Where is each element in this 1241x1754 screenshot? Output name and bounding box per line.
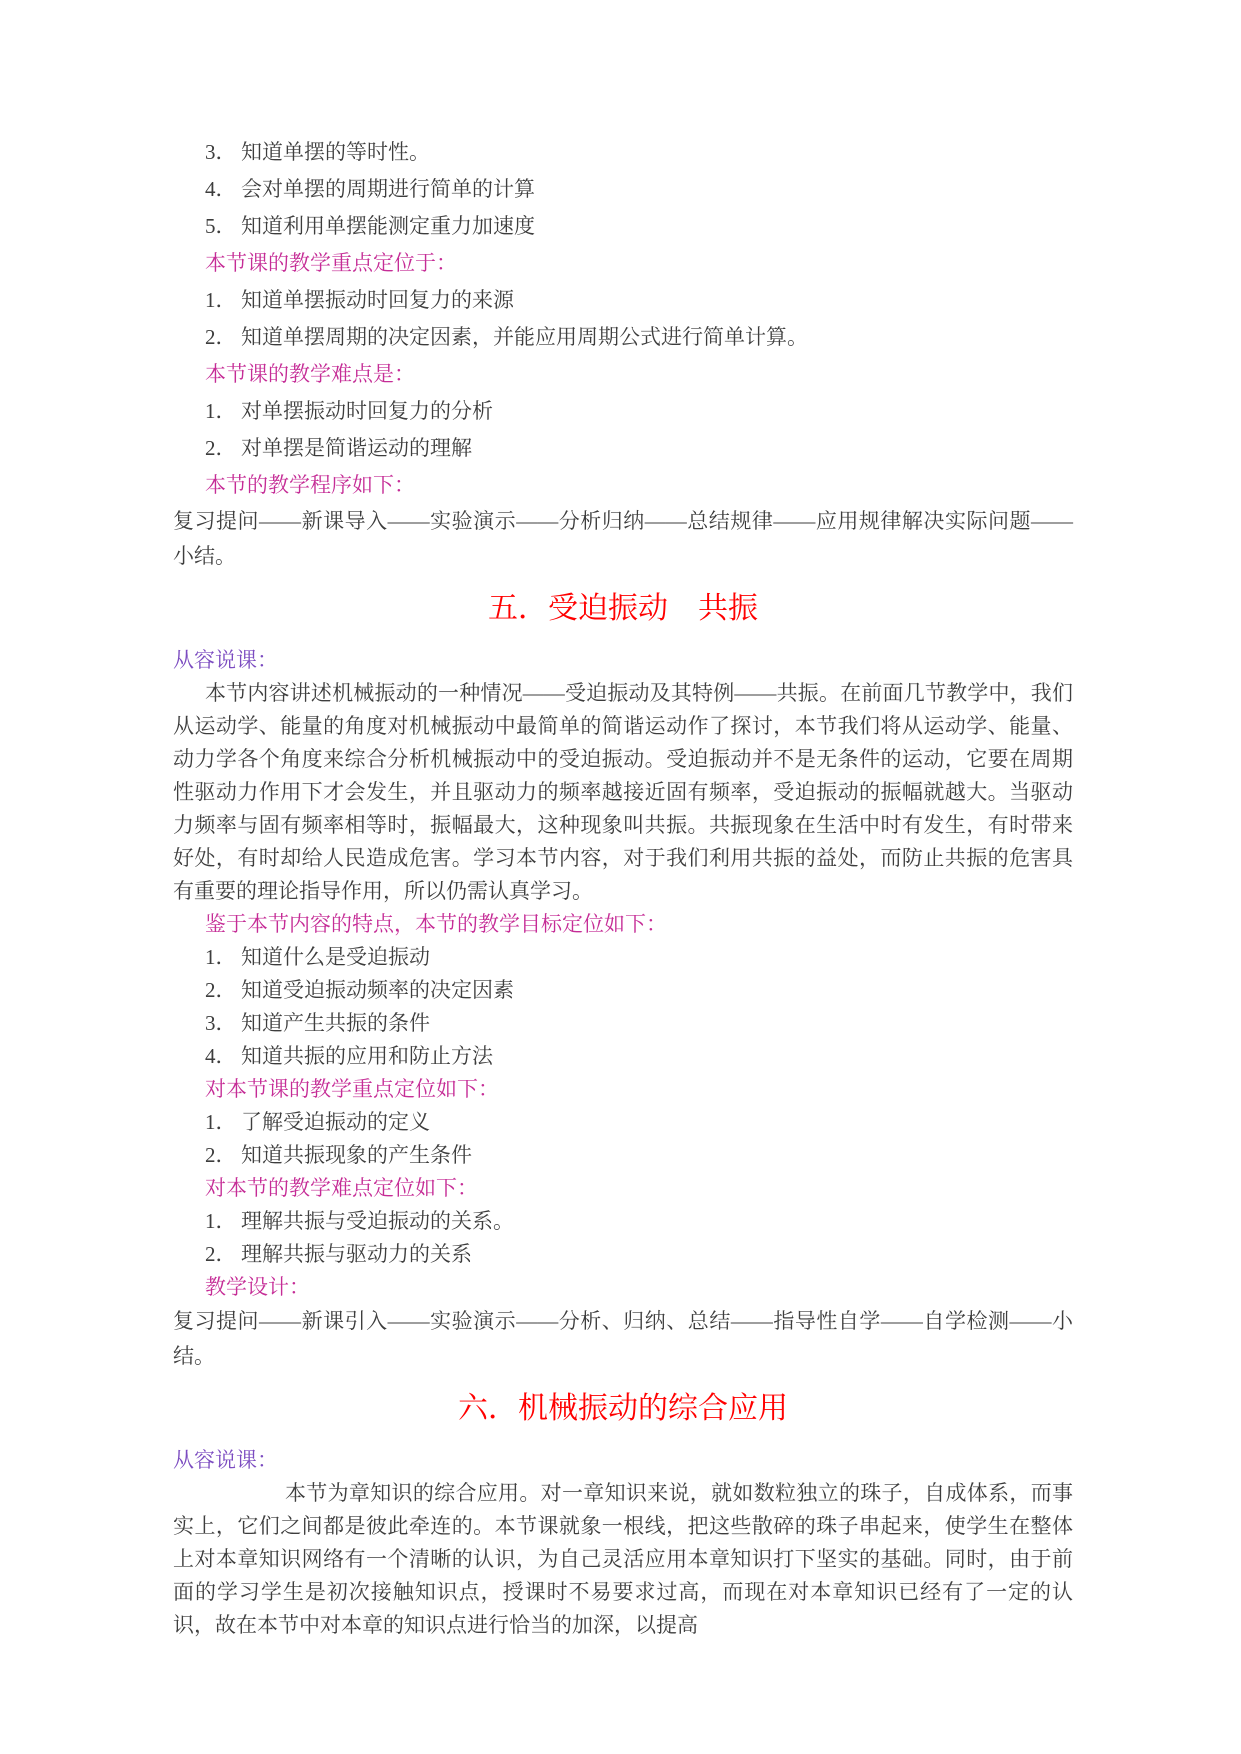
list-item [173, 430, 1073, 467]
list-item [173, 393, 1073, 430]
list-item [173, 1139, 1073, 1172]
list-number: 1． [205, 1110, 237, 1134]
list-text: 知道单摆振动时回复力的来源 [241, 288, 514, 312]
teaching-focus-heading: 对本节课的教学重点定位如下： [205, 1077, 499, 1101]
section6-intro-paragraph: 本节为章知识的综合应用。对一章知识来说，就如数粒独立的珠子，自成体系，而事实上，它们之间都是彼此牵连的。本节课就象一根线，把这些散碎的珠子串起来，使学生在整体上对本章知识网络有一个清晰的认识，为自己灵活应用本章知识打下坚实的基础。同时，由于前面的学习学生是初次接触知识点，授课时不易要求过高，而现在对本章知识已经有了一定的认识，故在本节中对本章的知识点进行恰当的加深，以提高 [173, 1481, 1073, 1637]
list-text: 会对单摆的周期进行简单的计算 [241, 177, 535, 201]
list-number: 1． [205, 1209, 237, 1233]
list-item [173, 941, 1073, 974]
list-item [173, 208, 1073, 245]
teaching-focus-heading: 本节课的教学重点定位于： [205, 251, 457, 275]
list-number: 1． [205, 945, 237, 969]
lecture-label: 从容说课： [173, 648, 278, 672]
list-text: 理解共振与受迫振动的关系。 [241, 1209, 514, 1233]
list-item [173, 974, 1073, 1007]
teaching-difficulty-heading: 对本节的教学难点定位如下： [205, 1176, 478, 1200]
list-number: 3． [205, 140, 237, 164]
list-text: 知道利用单摆能测定重力加速度 [241, 214, 535, 238]
list-item [173, 1040, 1073, 1073]
list-number: 1． [205, 399, 237, 423]
goal-heading: 鉴于本节内容的特点，本节的教学目标定位如下： [205, 912, 667, 936]
document-content [173, 134, 1073, 1642]
section5-title: 五．受迫振动 共振 [488, 592, 758, 625]
teaching-design-text: 复习提问——新课引入——实验演示——分析、归纳、总结——指导性自学——自学检测——小结。 [173, 1309, 1073, 1368]
lecture-label: 从容说课： [173, 1448, 278, 1472]
list-text: 知道产生共振的条件 [241, 1011, 430, 1035]
list-text: 知道受迫振动频率的决定因素 [241, 978, 514, 1002]
list-text: 知道共振现象的产生条件 [241, 1143, 472, 1167]
list-text: 了解受迫振动的定义 [241, 1110, 430, 1134]
list-item [173, 171, 1073, 208]
list-number: 2． [205, 1242, 237, 1266]
list-number: 4． [205, 1044, 237, 1068]
list-number: 2． [205, 1143, 237, 1167]
list-item [173, 1205, 1073, 1238]
section6-title: 六．机械振动的综合应用 [458, 1392, 788, 1425]
list-item [173, 1106, 1073, 1139]
section4-tail [173, 134, 1073, 574]
list-item [173, 319, 1073, 356]
list-item [173, 1238, 1073, 1271]
list-text: 知道单摆周期的决定因素，并能应用周期公式进行简单计算。 [241, 325, 808, 349]
list-text: 理解共振与驱动力的关系 [241, 1242, 472, 1266]
list-number: 2． [205, 325, 237, 349]
section5-intro-paragraph: 本节内容讲述机械振动的一种情况——受迫振动及其特例——共振。在前面几节教学中，我们从运动学、能量的角度对机械振动中最简单的简谐运动作了探讨，本节我们将从运动学、能量、动力学各个角度来综合分析机械振动中的受迫振动。受迫振动并不是无条件的运动，它要在周期性驱动力作用下才会发生，并且驱动力的频率越接近固有频率，受迫振动的振幅就越大。当驱动力频率与固有频率相等时，振幅最大，这种现象叫共振。共振现象在生活中时有发生，有时带来好处，有时却给人民造成危害。学习本节内容，对于我们利用共振的益处，而防止共振的危害具有重要的理论指导作用，所以仍需认真学习。 [173, 681, 1073, 903]
list-text: 知道什么是受迫振动 [241, 945, 430, 969]
list-number: 3． [205, 1011, 237, 1035]
section6 [173, 1388, 1073, 1642]
list-text: 对单摆振动时回复力的分析 [241, 399, 493, 423]
list-number: 1． [205, 288, 237, 312]
teaching-design-heading: 教学设计： [205, 1275, 310, 1299]
list-item [173, 282, 1073, 319]
section5 [173, 588, 1073, 1374]
list-text: 知道共振的应用和防止方法 [241, 1044, 493, 1068]
list-number: 2． [205, 978, 237, 1002]
list-number: 2． [205, 436, 237, 460]
list-number: 4． [205, 177, 237, 201]
list-item [173, 134, 1073, 171]
list-text: 对单摆是简谐运动的理解 [241, 436, 472, 460]
list-text: 知道单摆的等时性。 [241, 140, 430, 164]
teaching-procedure-text: 复习提问——新课导入——实验演示——分析归纳——总结规律——应用规律解决实际问题——小结。 [173, 509, 1073, 568]
teaching-difficulty-heading: 本节课的教学难点是： [205, 362, 415, 386]
list-item [173, 1007, 1073, 1040]
teaching-procedure-heading: 本节的教学程序如下： [205, 473, 415, 497]
list-number: 5． [205, 214, 237, 238]
